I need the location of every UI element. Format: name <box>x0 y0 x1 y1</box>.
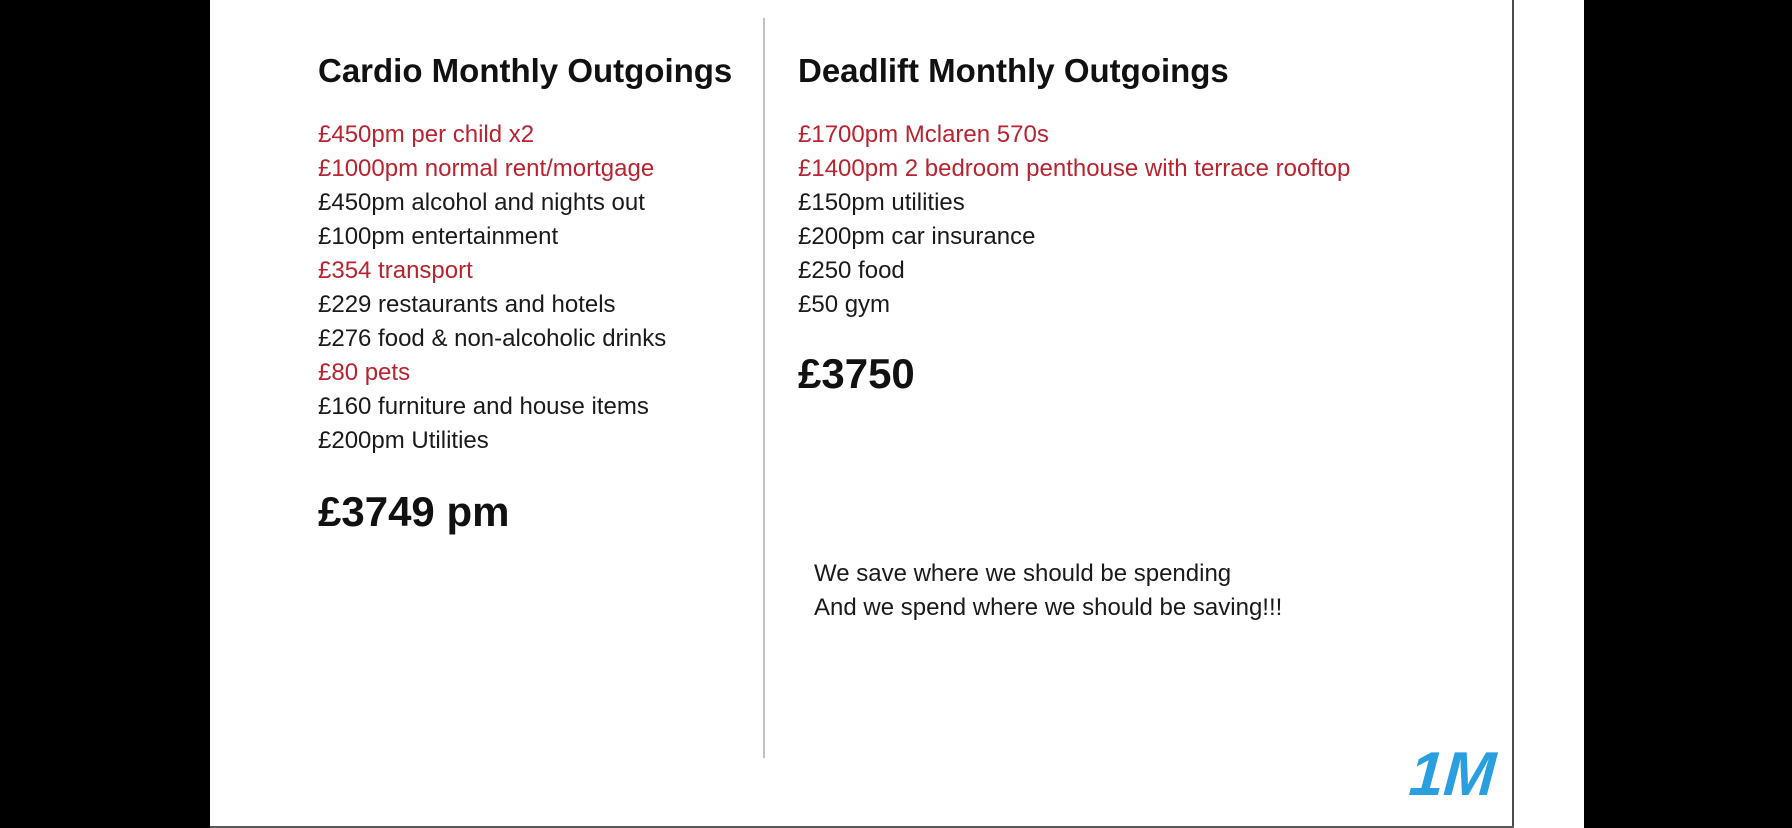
1m-logo-graphic <box>1406 737 1498 809</box>
quote-line: We save where we should be spending <box>814 560 1232 587</box>
list-item: £150pm utilities <box>798 189 965 216</box>
quote-line: And we spend where we should be saving!!! <box>814 594 1283 621</box>
list-item: £450pm alcohol and nights out <box>318 189 645 216</box>
list-item: £80 pets <box>318 359 411 386</box>
cardio-column <box>318 48 758 536</box>
quote <box>814 557 1434 625</box>
logo-text: 1M <box>1406 740 1498 809</box>
list-item: £160 furniture and house items <box>318 393 649 420</box>
list-item: £100pm entertainment <box>318 223 559 250</box>
deadlift-heading: Deadlift Monthly Outgoings <box>798 52 1229 89</box>
list-item: £1700pm Mclaren 570s <box>798 121 1049 148</box>
list-item: £200pm Utilities <box>318 427 489 454</box>
deadlift-list <box>798 118 1498 322</box>
column-divider <box>763 18 765 758</box>
list-item: £354 transport <box>318 257 473 284</box>
list-item: £200pm car insurance <box>798 223 1036 250</box>
cardio-total: £3749 pm <box>318 488 510 535</box>
cardio-list <box>318 118 758 458</box>
deadlift-total: £3750 <box>798 350 915 397</box>
deadlift-column <box>798 48 1498 398</box>
list-item: £1000pm normal rent/mortgage <box>318 155 655 182</box>
1m-logo-icon <box>1406 737 1498 809</box>
cardio-heading: Cardio Monthly Outgoings <box>318 52 733 89</box>
list-item: £276 food & non-alcoholic drinks <box>318 325 667 352</box>
list-item: £50 gym <box>798 291 891 318</box>
side-panel <box>1514 0 1584 828</box>
list-item: £250 food <box>798 257 905 284</box>
list-item: £1400pm 2 bedroom penthouse with terrace rooftop <box>798 155 1351 182</box>
list-item: £450pm per child x2 <box>318 121 535 148</box>
list-item: £229 restaurants and hotels <box>318 291 616 318</box>
